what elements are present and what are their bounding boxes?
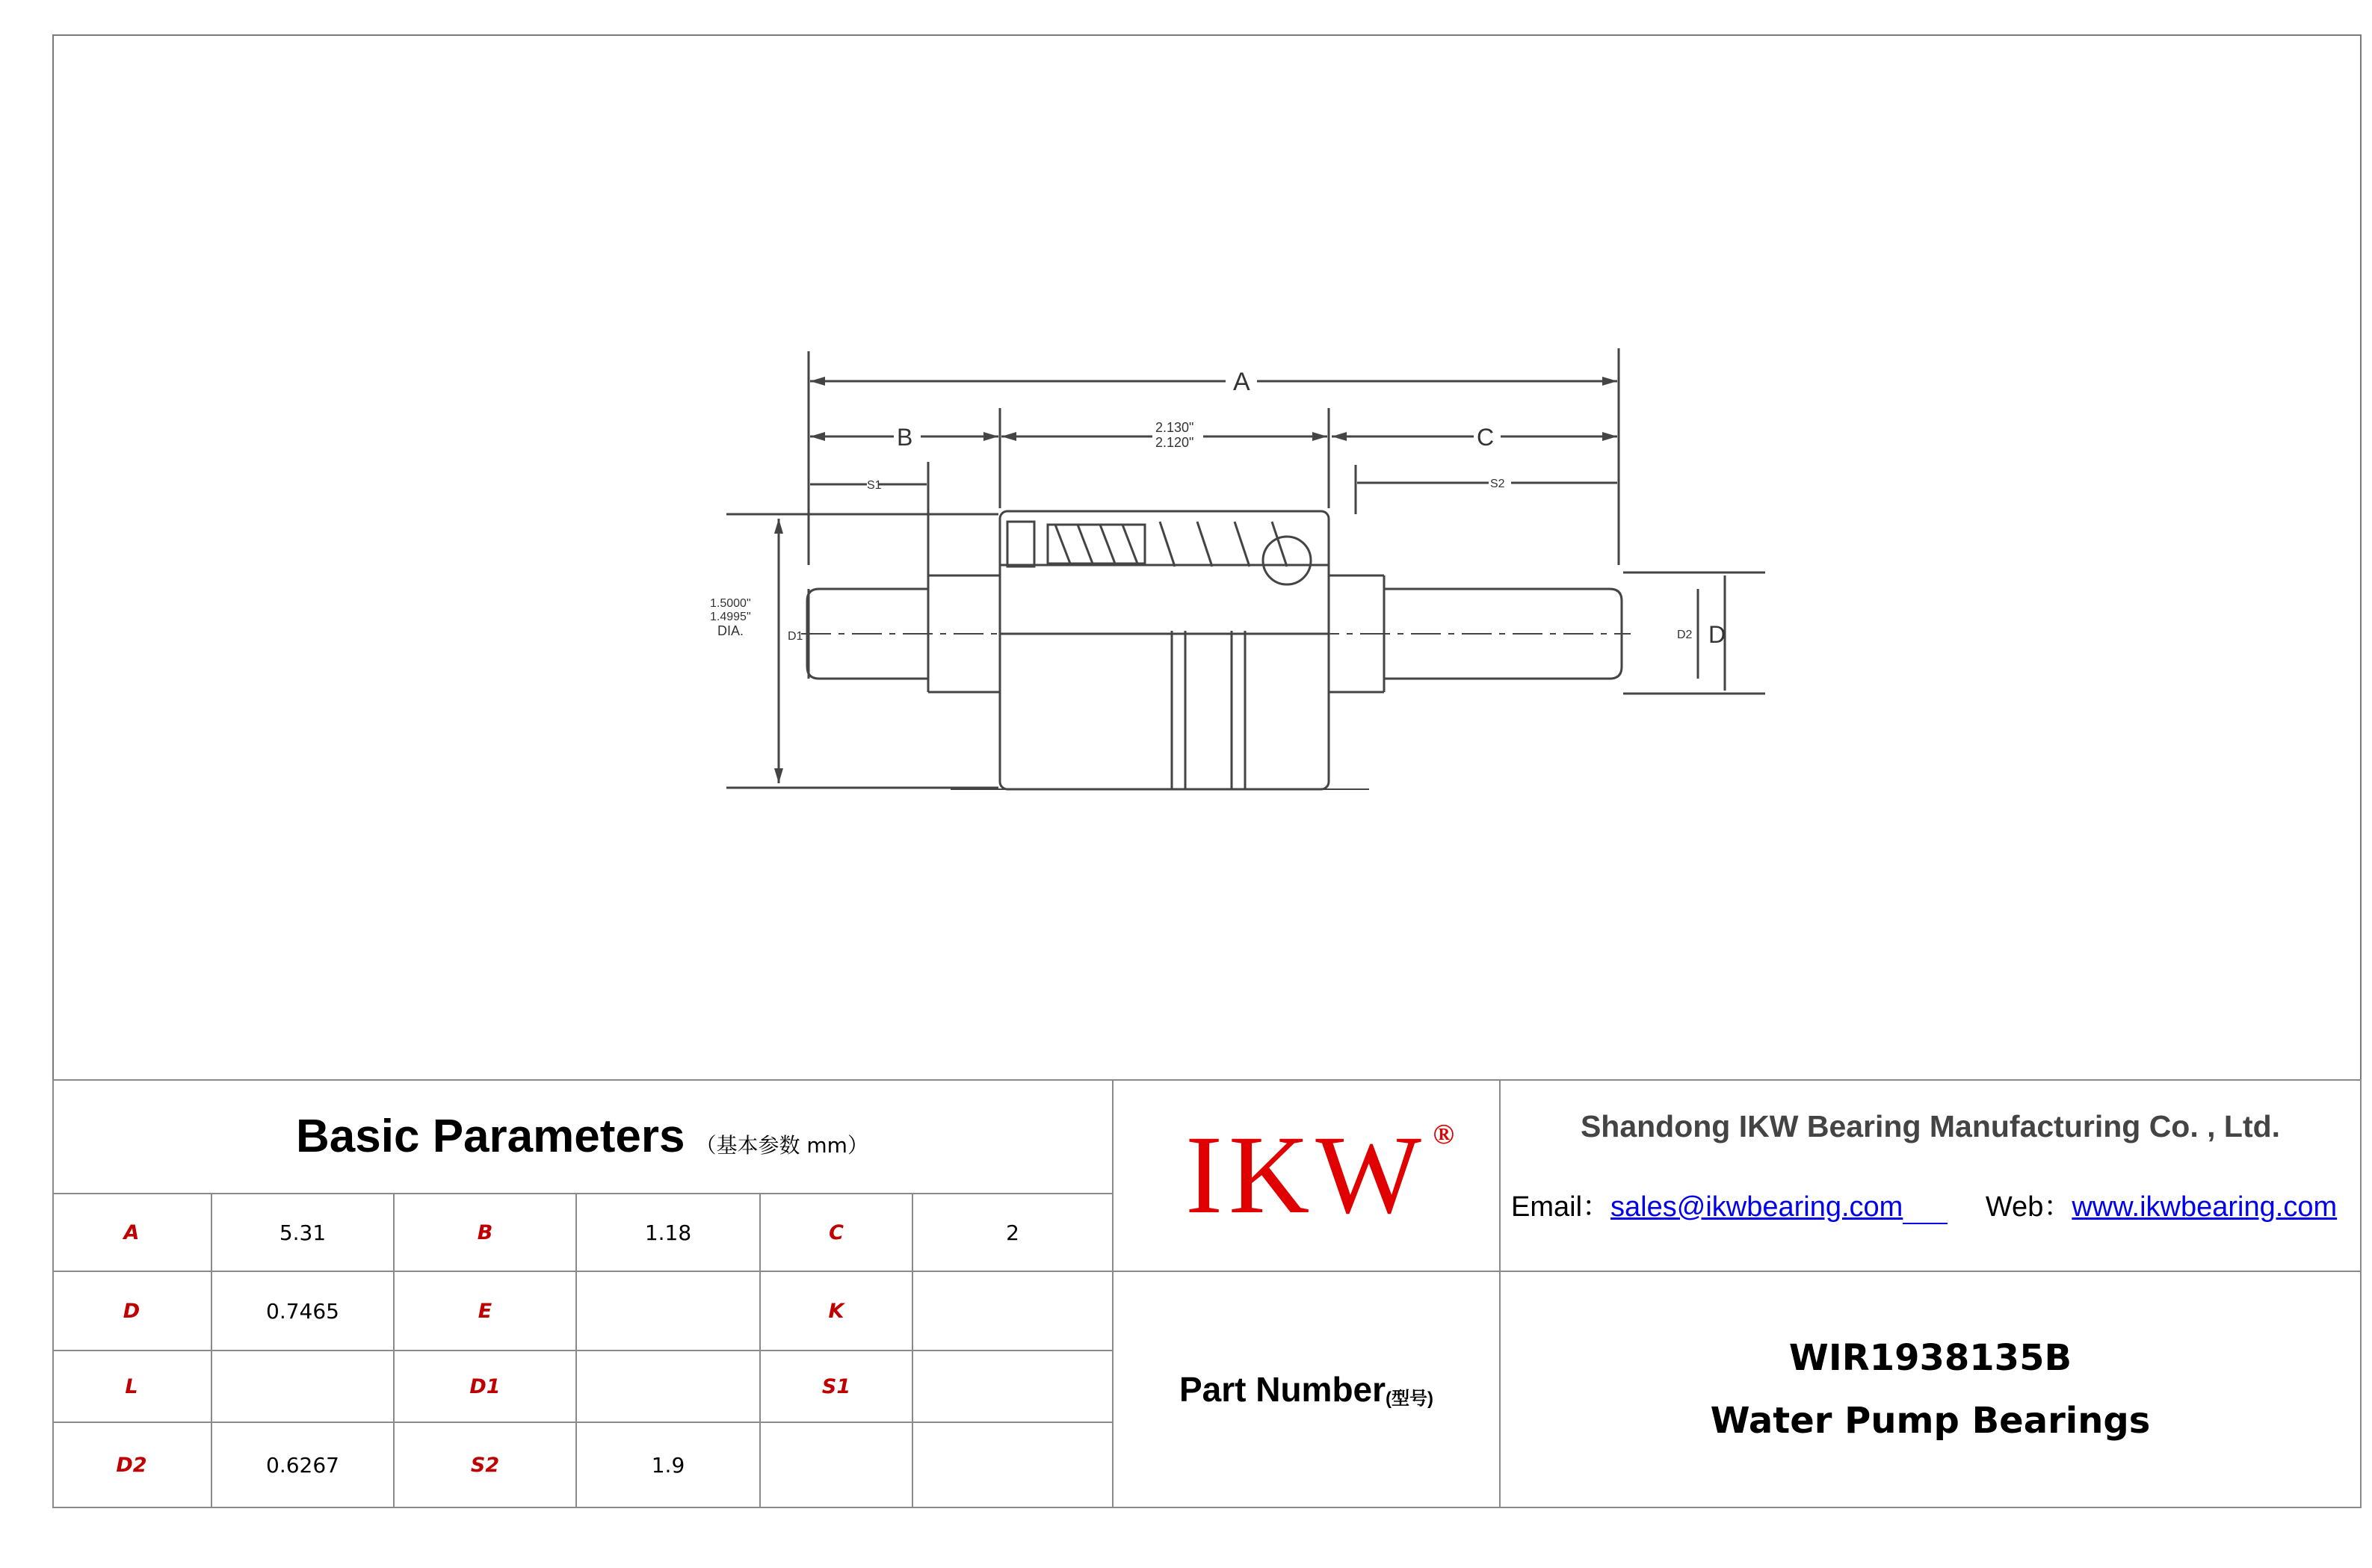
param-value-cell <box>577 1194 761 1272</box>
param-label-cell <box>52 1272 212 1351</box>
param-value-cell <box>913 1194 1114 1272</box>
param-label: D2 <box>116 1453 147 1477</box>
web-label: Web： <box>1985 1191 2072 1223</box>
param-value-cell <box>913 1423 1114 1508</box>
dia-label-line3: DIA. <box>717 623 744 638</box>
part-number-label-sub: (型号) <box>1386 1388 1434 1409</box>
param-label: K <box>828 1299 844 1323</box>
param-value: 0.6267 <box>266 1452 339 1478</box>
dia-label-line1: 1.5000" <box>710 597 751 610</box>
contact-row <box>1511 1183 2337 1224</box>
param-label-cell <box>52 1351 212 1423</box>
part-type: Water Pump Bearings <box>1710 1400 2151 1442</box>
logo-cell <box>1114 1079 1501 1272</box>
title-block <box>52 1079 2362 1508</box>
param-label: C <box>829 1220 844 1244</box>
param-label: D1 <box>469 1374 501 1398</box>
param-value-cell <box>913 1272 1114 1351</box>
param-label: S1 <box>821 1374 851 1398</box>
email-underline-pad <box>1903 1200 1948 1224</box>
dim-c-label: C <box>1477 424 1495 451</box>
param-value: 5.31 <box>279 1220 327 1245</box>
param-label-cell <box>395 1194 577 1272</box>
param-label: L <box>125 1374 138 1398</box>
dim-b-label: B <box>897 424 913 451</box>
dim-d1-label: D1 <box>788 630 803 643</box>
param-label-cell <box>52 1423 212 1508</box>
param-label-cell <box>761 1194 913 1272</box>
dim-center-upper: 2.130" <box>1155 420 1194 435</box>
param-label-cell <box>52 1194 212 1272</box>
part-number: WIR1938135B <box>1788 1337 2072 1379</box>
basic-parameters-title: Basic Parameters <box>296 1110 685 1162</box>
bearing-drawing-svg <box>54 36 2360 1079</box>
dim-s1-label: S1 <box>867 479 882 492</box>
bearing-drawing <box>54 36 2360 1079</box>
part-number-label-cell <box>1114 1272 1501 1508</box>
param-value: 2 <box>1006 1220 1019 1245</box>
part-number-label: Part Number <box>1179 1370 1386 1409</box>
param-label-cell <box>395 1272 577 1351</box>
web-link[interactable]: www.ikwbearing.com <box>2072 1191 2338 1223</box>
dia-label-line2: 1.4995" <box>710 611 751 623</box>
dim-center-lower: 2.120" <box>1155 435 1194 450</box>
param-value-cell <box>212 1272 395 1351</box>
dim-s2-label: S2 <box>1490 478 1505 490</box>
email-link[interactable]: sales@ikwbearing.com <box>1610 1191 1903 1223</box>
basic-parameters-subtitle: （基本参数 mm） <box>695 1133 868 1158</box>
ikw-logo-text: IKW <box>1185 1113 1427 1237</box>
part-number-value-cell <box>1501 1272 2362 1508</box>
company-cell <box>1501 1079 2362 1272</box>
param-label-cell <box>761 1423 913 1508</box>
param-value-cell <box>212 1194 395 1272</box>
param-label-cell <box>761 1351 913 1423</box>
param-label: D <box>123 1299 140 1323</box>
param-value: 0.7465 <box>266 1298 339 1324</box>
param-value-cell <box>577 1351 761 1423</box>
company-name-row <box>1501 1109 2360 1144</box>
dim-d-label: D <box>1708 621 1726 648</box>
param-label-cell <box>395 1423 577 1508</box>
param-value-cell <box>577 1272 761 1351</box>
email-label: Email： <box>1511 1191 1611 1223</box>
param-value: 1.18 <box>644 1220 692 1245</box>
param-label: B <box>477 1220 493 1244</box>
dim-a-label: A <box>1233 368 1250 396</box>
param-value-cell <box>913 1351 1114 1423</box>
param-label: A <box>123 1220 140 1244</box>
company-name: Shandong IKW Bearing Manufacturing Co. , Ltd. <box>1580 1109 2281 1143</box>
param-label: E <box>478 1299 492 1323</box>
registered-mark: ® <box>1433 1119 1460 1150</box>
param-label-cell <box>761 1272 913 1351</box>
param-value-cell <box>577 1423 761 1508</box>
param-value: 1.9 <box>651 1452 685 1478</box>
dim-d2-label: D2 <box>1677 629 1693 641</box>
ikw-logo <box>1185 1111 1460 1239</box>
param-label: S2 <box>470 1453 500 1477</box>
param-label-cell <box>395 1351 577 1423</box>
param-value-cell <box>212 1351 395 1423</box>
param-value-cell <box>212 1423 395 1508</box>
basic-parameters-header <box>52 1079 1114 1194</box>
